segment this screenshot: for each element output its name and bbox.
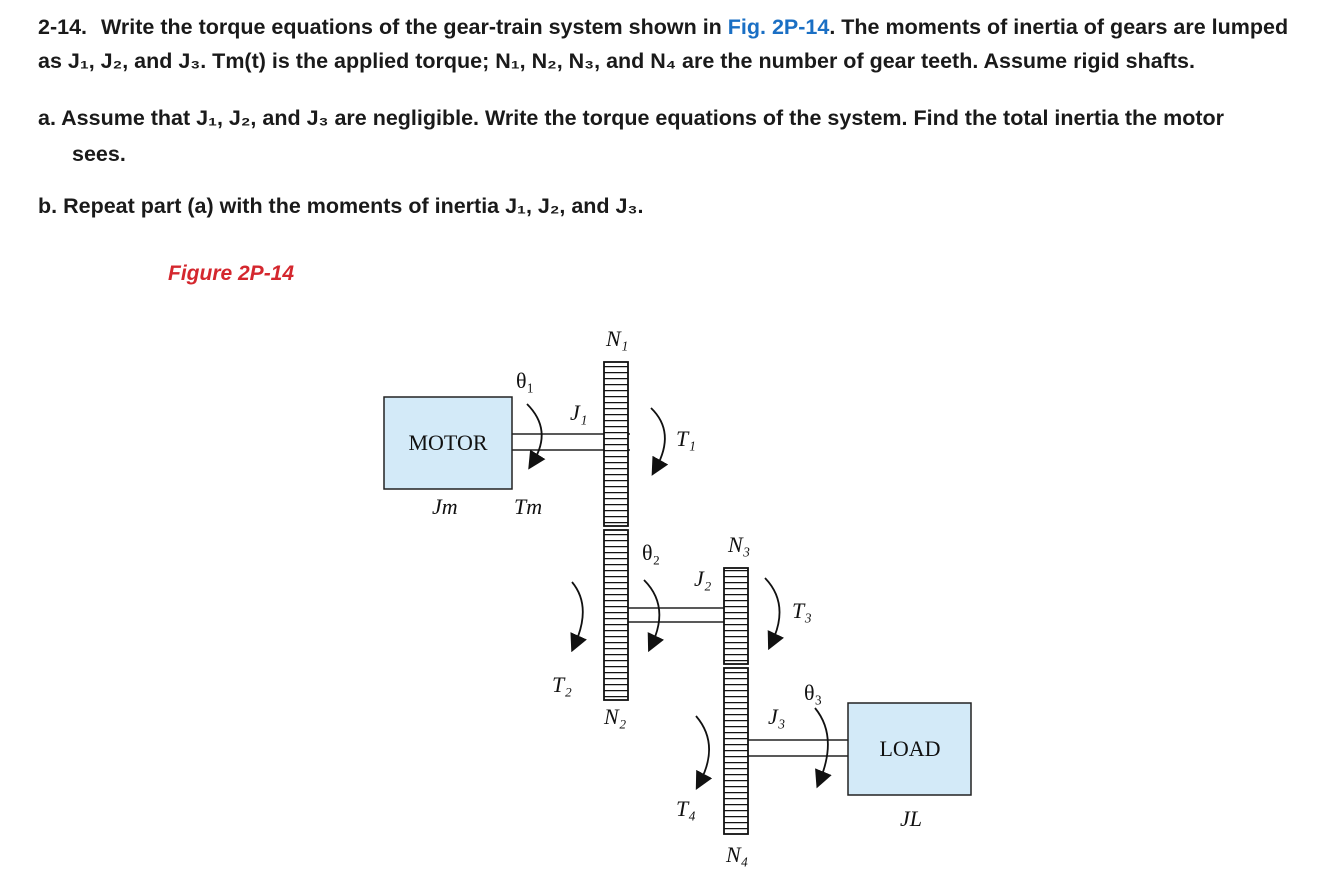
j3-label: J₃ bbox=[768, 704, 786, 729]
j2-label: J₂ bbox=[694, 566, 712, 591]
n3-label: N₃ bbox=[728, 532, 751, 557]
gear-n2 bbox=[604, 530, 628, 700]
jl-label: JL bbox=[900, 806, 922, 831]
part-a-text-cont: sees. bbox=[72, 142, 126, 166]
n4-label: N₄ bbox=[726, 842, 749, 867]
n1-label: N₁ bbox=[606, 326, 629, 351]
theta1-label: θ₁ bbox=[516, 368, 535, 393]
tm-label: Tm bbox=[514, 494, 543, 519]
theta3-label: θ₃ bbox=[804, 680, 823, 705]
problem-text-before-link: Write the torque equations of the gear-train system shown in bbox=[101, 15, 728, 39]
theta1-arrow bbox=[527, 404, 542, 462]
gear-n3 bbox=[724, 568, 748, 664]
load-label: LOAD bbox=[879, 736, 941, 761]
jm-label: Jm bbox=[432, 494, 458, 519]
theta3-arrow bbox=[815, 708, 828, 780]
t3-label: T₃ bbox=[792, 598, 812, 623]
part-a-label: a. bbox=[38, 106, 56, 130]
theta2-label: θ₂ bbox=[642, 540, 661, 565]
t1-arrow bbox=[651, 408, 665, 468]
problem-number: 2-14. bbox=[38, 15, 88, 39]
n2-label: N₂ bbox=[604, 704, 627, 729]
gear-n4 bbox=[724, 668, 748, 834]
part-a-text: Assume that J₁, J₂, and J₃ are negligible. Write the torque equations of the system. Find the total inertia the motor bbox=[61, 106, 1225, 130]
t2-label: T₂ bbox=[552, 672, 572, 697]
motor-label: MOTOR bbox=[408, 430, 488, 455]
t1-label: T₁ bbox=[676, 426, 696, 451]
t4-arrow bbox=[696, 716, 709, 782]
figure-link[interactable]: Fig. 2P-14 bbox=[727, 15, 830, 39]
part-b-label: b. bbox=[38, 194, 58, 218]
shafts bbox=[512, 434, 848, 756]
t3-arrow bbox=[765, 578, 780, 642]
part-b-text: Repeat part (a) with the moments of inertia J₁, J₂, and J₃. bbox=[63, 194, 644, 218]
j1-label: J₁ bbox=[570, 400, 588, 425]
t2-arrow bbox=[572, 582, 583, 644]
figure-caption: Figure 2P-14 bbox=[168, 262, 295, 285]
theta2-arrow bbox=[644, 580, 659, 644]
gear-n1 bbox=[604, 362, 628, 526]
problem-text-after-link: . The moments of inertia of gears are lumped as J₁, J₂, and J₃. Tm(t) is the applied torque; N₁, N₂, N₃, and N₄ are the number of gear teeth. Assume rigid shafts. bbox=[38, 15, 1289, 73]
t4-label: T₄ bbox=[676, 796, 696, 821]
